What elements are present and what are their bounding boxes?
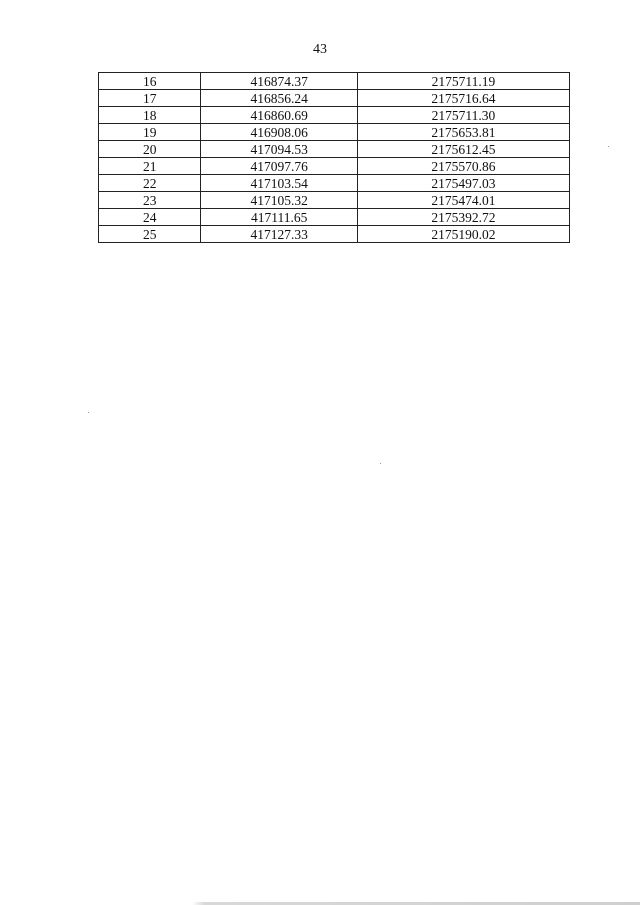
y-coordinate-cell: 2175497.03 (357, 175, 569, 192)
x-coordinate-cell: 417097.76 (201, 158, 357, 175)
point-number-cell: 20 (99, 141, 201, 158)
x-coordinate-cell: 416874.37 (201, 73, 357, 90)
y-coordinate-cell: 2175653.81 (357, 124, 569, 141)
y-coordinate-cell: 2175474.01 (357, 192, 569, 209)
x-coordinate-cell: 416856.24 (201, 90, 357, 107)
y-coordinate-cell: 2175711.19 (357, 73, 569, 90)
table-row (99, 192, 570, 209)
table-row (99, 158, 570, 175)
x-coordinate-cell: 417103.54 (201, 175, 357, 192)
scan-speck (88, 412, 89, 413)
scan-speck (608, 146, 609, 147)
table-row (99, 141, 570, 158)
x-coordinate-cell: 416908.06 (201, 124, 357, 141)
point-number-cell: 17 (99, 90, 201, 107)
table-row (99, 226, 570, 243)
point-number-cell: 25 (99, 226, 201, 243)
y-coordinate-cell: 2175711.30 (357, 107, 569, 124)
y-coordinate-cell: 2175612.45 (357, 141, 569, 158)
point-number-cell: 21 (99, 158, 201, 175)
table-row (99, 107, 570, 124)
table-row (99, 90, 570, 107)
x-coordinate-cell: 417094.53 (201, 141, 357, 158)
y-coordinate-cell: 2175716.64 (357, 90, 569, 107)
coordinates-table (98, 72, 570, 243)
point-number-cell: 16 (99, 73, 201, 90)
point-number-cell: 18 (99, 107, 201, 124)
point-number-cell: 22 (99, 175, 201, 192)
point-number-cell: 23 (99, 192, 201, 209)
point-number-cell: 19 (99, 124, 201, 141)
x-coordinate-cell: 417105.32 (201, 192, 357, 209)
table-row (99, 175, 570, 192)
page-number: 43 (313, 42, 327, 57)
y-coordinate-cell: 2175392.72 (357, 209, 569, 226)
table-row (99, 124, 570, 141)
x-coordinate-cell: 417111.65 (201, 209, 357, 226)
scan-speck (380, 463, 381, 464)
y-coordinate-cell: 2175570.86 (357, 158, 569, 175)
table-row (99, 73, 570, 90)
x-coordinate-cell: 417127.33 (201, 226, 357, 243)
point-number-cell: 24 (99, 209, 201, 226)
table-row (99, 209, 570, 226)
y-coordinate-cell: 2175190.02 (357, 226, 569, 243)
x-coordinate-cell: 416860.69 (201, 107, 357, 124)
